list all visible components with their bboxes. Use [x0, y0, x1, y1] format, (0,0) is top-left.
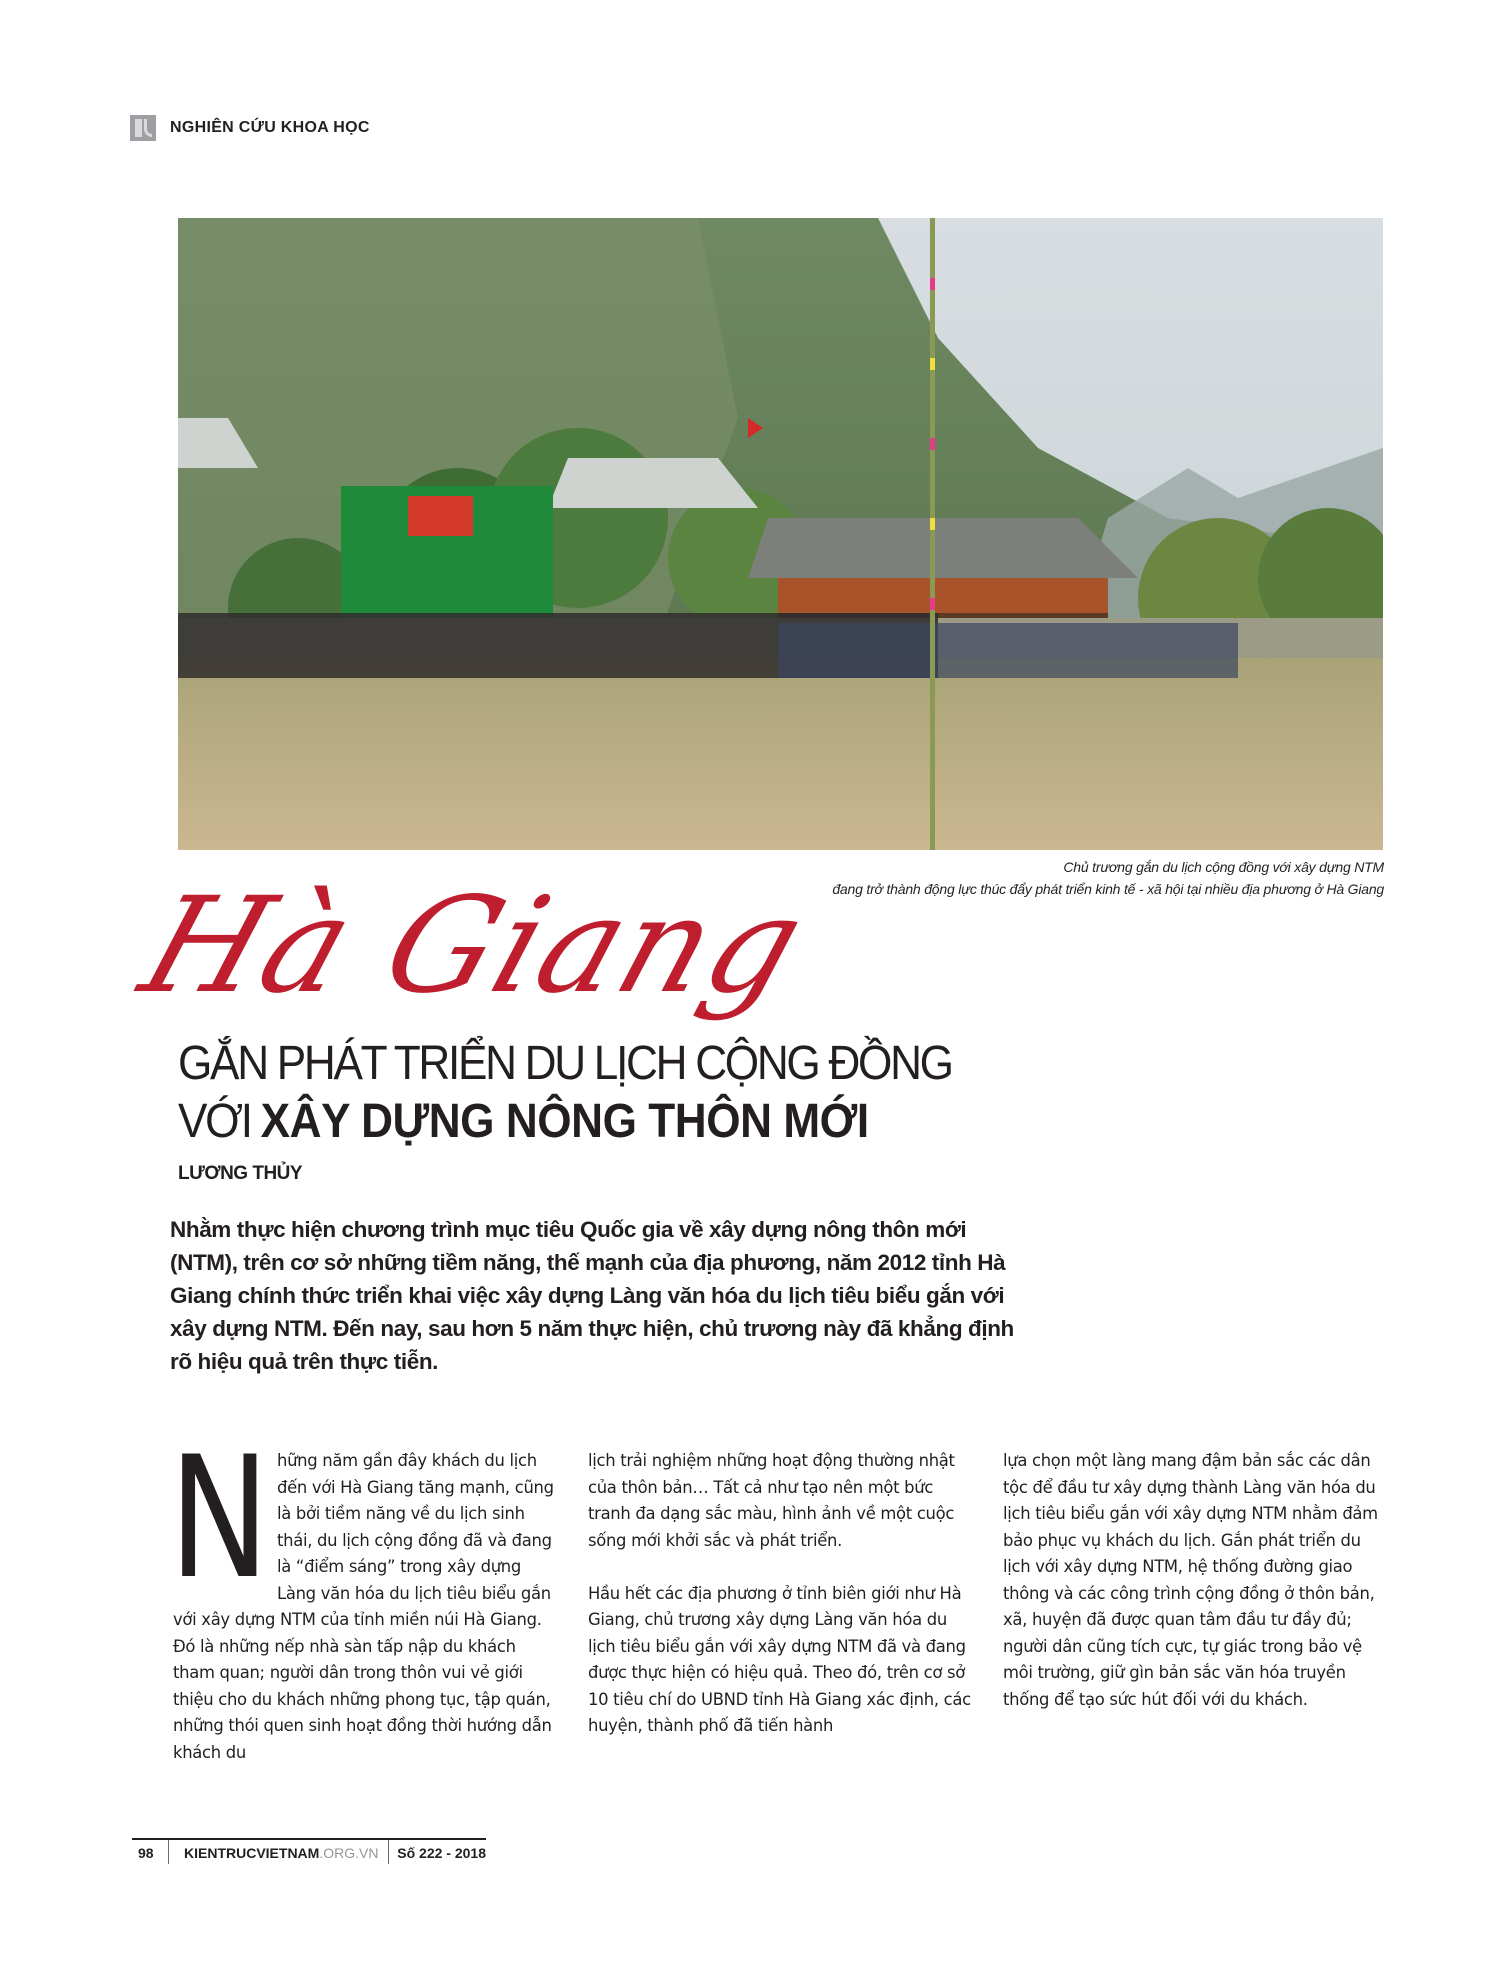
page-number: 98	[138, 1845, 154, 1861]
author-byline: LƯƠNG THỦY	[178, 1163, 303, 1184]
body-paragraph: lựa chọn một làng mang đậm bản sắc các dân tộc để đầu tư xây dựng thành Làng văn hóa du lịch tiêu biểu gắn với xây dựng NTM nhằm đảm bảo phục vụ khách du lịch. Gắn phát triển du lịch với xây dựng NTM, hệ thống đường giao thông và các công trình cộng đồng ở thôn bản, xã, huyện đã được quan tâm đầu tư đầy đủ; người dân cũng tích cực, tự giác trong bảo vệ môi trường, giữ gìn bản sắc văn hóa truyền thống để tạo sức hút đối với du khách.	[1003, 1451, 1378, 1709]
body-column-2	[588, 1448, 973, 1766]
headline-line-2-bold: XÂY DỰNG NÔNG THÔN MỚI	[260, 1095, 869, 1148]
page-footer	[132, 1838, 486, 1866]
headline-line-2	[178, 1093, 952, 1151]
footer-website-bold: KIENTRUCVIETNAM	[184, 1845, 320, 1861]
headline-line-2-light: VỚI	[178, 1095, 261, 1148]
drop-cap: N	[169, 1420, 270, 1616]
caption-line-2: đang trở thành động lực thúc đẩy phát triển kinh tế - xã hội tại nhiều địa phương ở Hà Giang	[832, 881, 1384, 897]
body-paragraph: hững năm gần đây khách du lịch đến với Hà Giang tăng mạnh, cũng là bởi tiềm năng về du lịch sinh thái, du lịch cộng đồng đã và đang là “điểm sáng” trong xây dựng Làng văn hóa du lịch tiêu biểu gắn với xây dựng NTM của tỉnh miền núi Hà Giang. Đó là những nếp nhà sàn tấp nập du khách tham quan; người dân trong thôn vui vẻ giới thiệu cho du khách những phong tục, tập quán, những thói quen sinh hoạt đồng thời hướng dẫn khách du	[173, 1451, 554, 1762]
footer-website-light: .ORG.VN	[319, 1845, 379, 1861]
headline	[178, 1035, 1019, 1151]
section-title: NGHIÊN CỨU KHOA HỌC	[170, 119, 370, 136]
body-column-1	[169, 1420, 558, 1793]
footer-website	[169, 1845, 388, 1861]
body-paragraph: lịch trải nghiệm những hoạt động thường nhật của thôn bản… Tất cả như tạo nên một bức tranh đa dạng sắc màu, hình ảnh về một cuộc sống mới khởi sắc và phát triển.	[588, 1451, 955, 1550]
village-festival-photo	[178, 218, 1383, 850]
magazine-section-logo-icon	[130, 115, 156, 141]
section-header	[130, 115, 370, 141]
caption-line-1: Chủ trương gắn du lịch cộng đồng với xây dựng NTM	[1063, 859, 1384, 875]
lead-text: Nhằm thực hiện chương trình mục tiêu Quốc gia về xây dựng nông thôn mới (NTM), trên cơ sở những tiềm năng, thế mạnh của địa phương, năm 2012 tỉnh Hà Giang chính thức triển khai việc xây dựng Làng văn hóa du lịch tiêu biểu gắn với xây dựng NTM. Đến nay, sau hơn 5 năm thực hiện, chủ trương này đã khẳng định rõ hiệu quả trên thực tiễn.	[170, 1217, 1014, 1374]
article-photo	[178, 218, 1383, 850]
lead-paragraph	[170, 1213, 1030, 1378]
body-paragraph: Hầu hết các địa phương ở tỉnh biên giới như Hà Giang, chủ trương xây dựng Làng văn hóa du lịch tiêu biểu gắn với xây dựng NTM đã và đang được thực hiện có hiệu quả. Theo đó, trên cơ sở 10 tiêu chí do UBND tỉnh Hà Giang xác định, các huyện, thành phố đã tiến hành	[588, 1583, 971, 1735]
issue-number: Số 222 - 2018	[397, 1845, 486, 1861]
photo-caption	[832, 856, 1384, 900]
body-column-3	[1003, 1448, 1388, 1740]
headline-line-1: GẮN PHÁT TRIỂN DU LỊCH CỘNG ĐỒNG	[178, 1037, 952, 1090]
script-title: Hà Giang	[124, 869, 823, 1023]
